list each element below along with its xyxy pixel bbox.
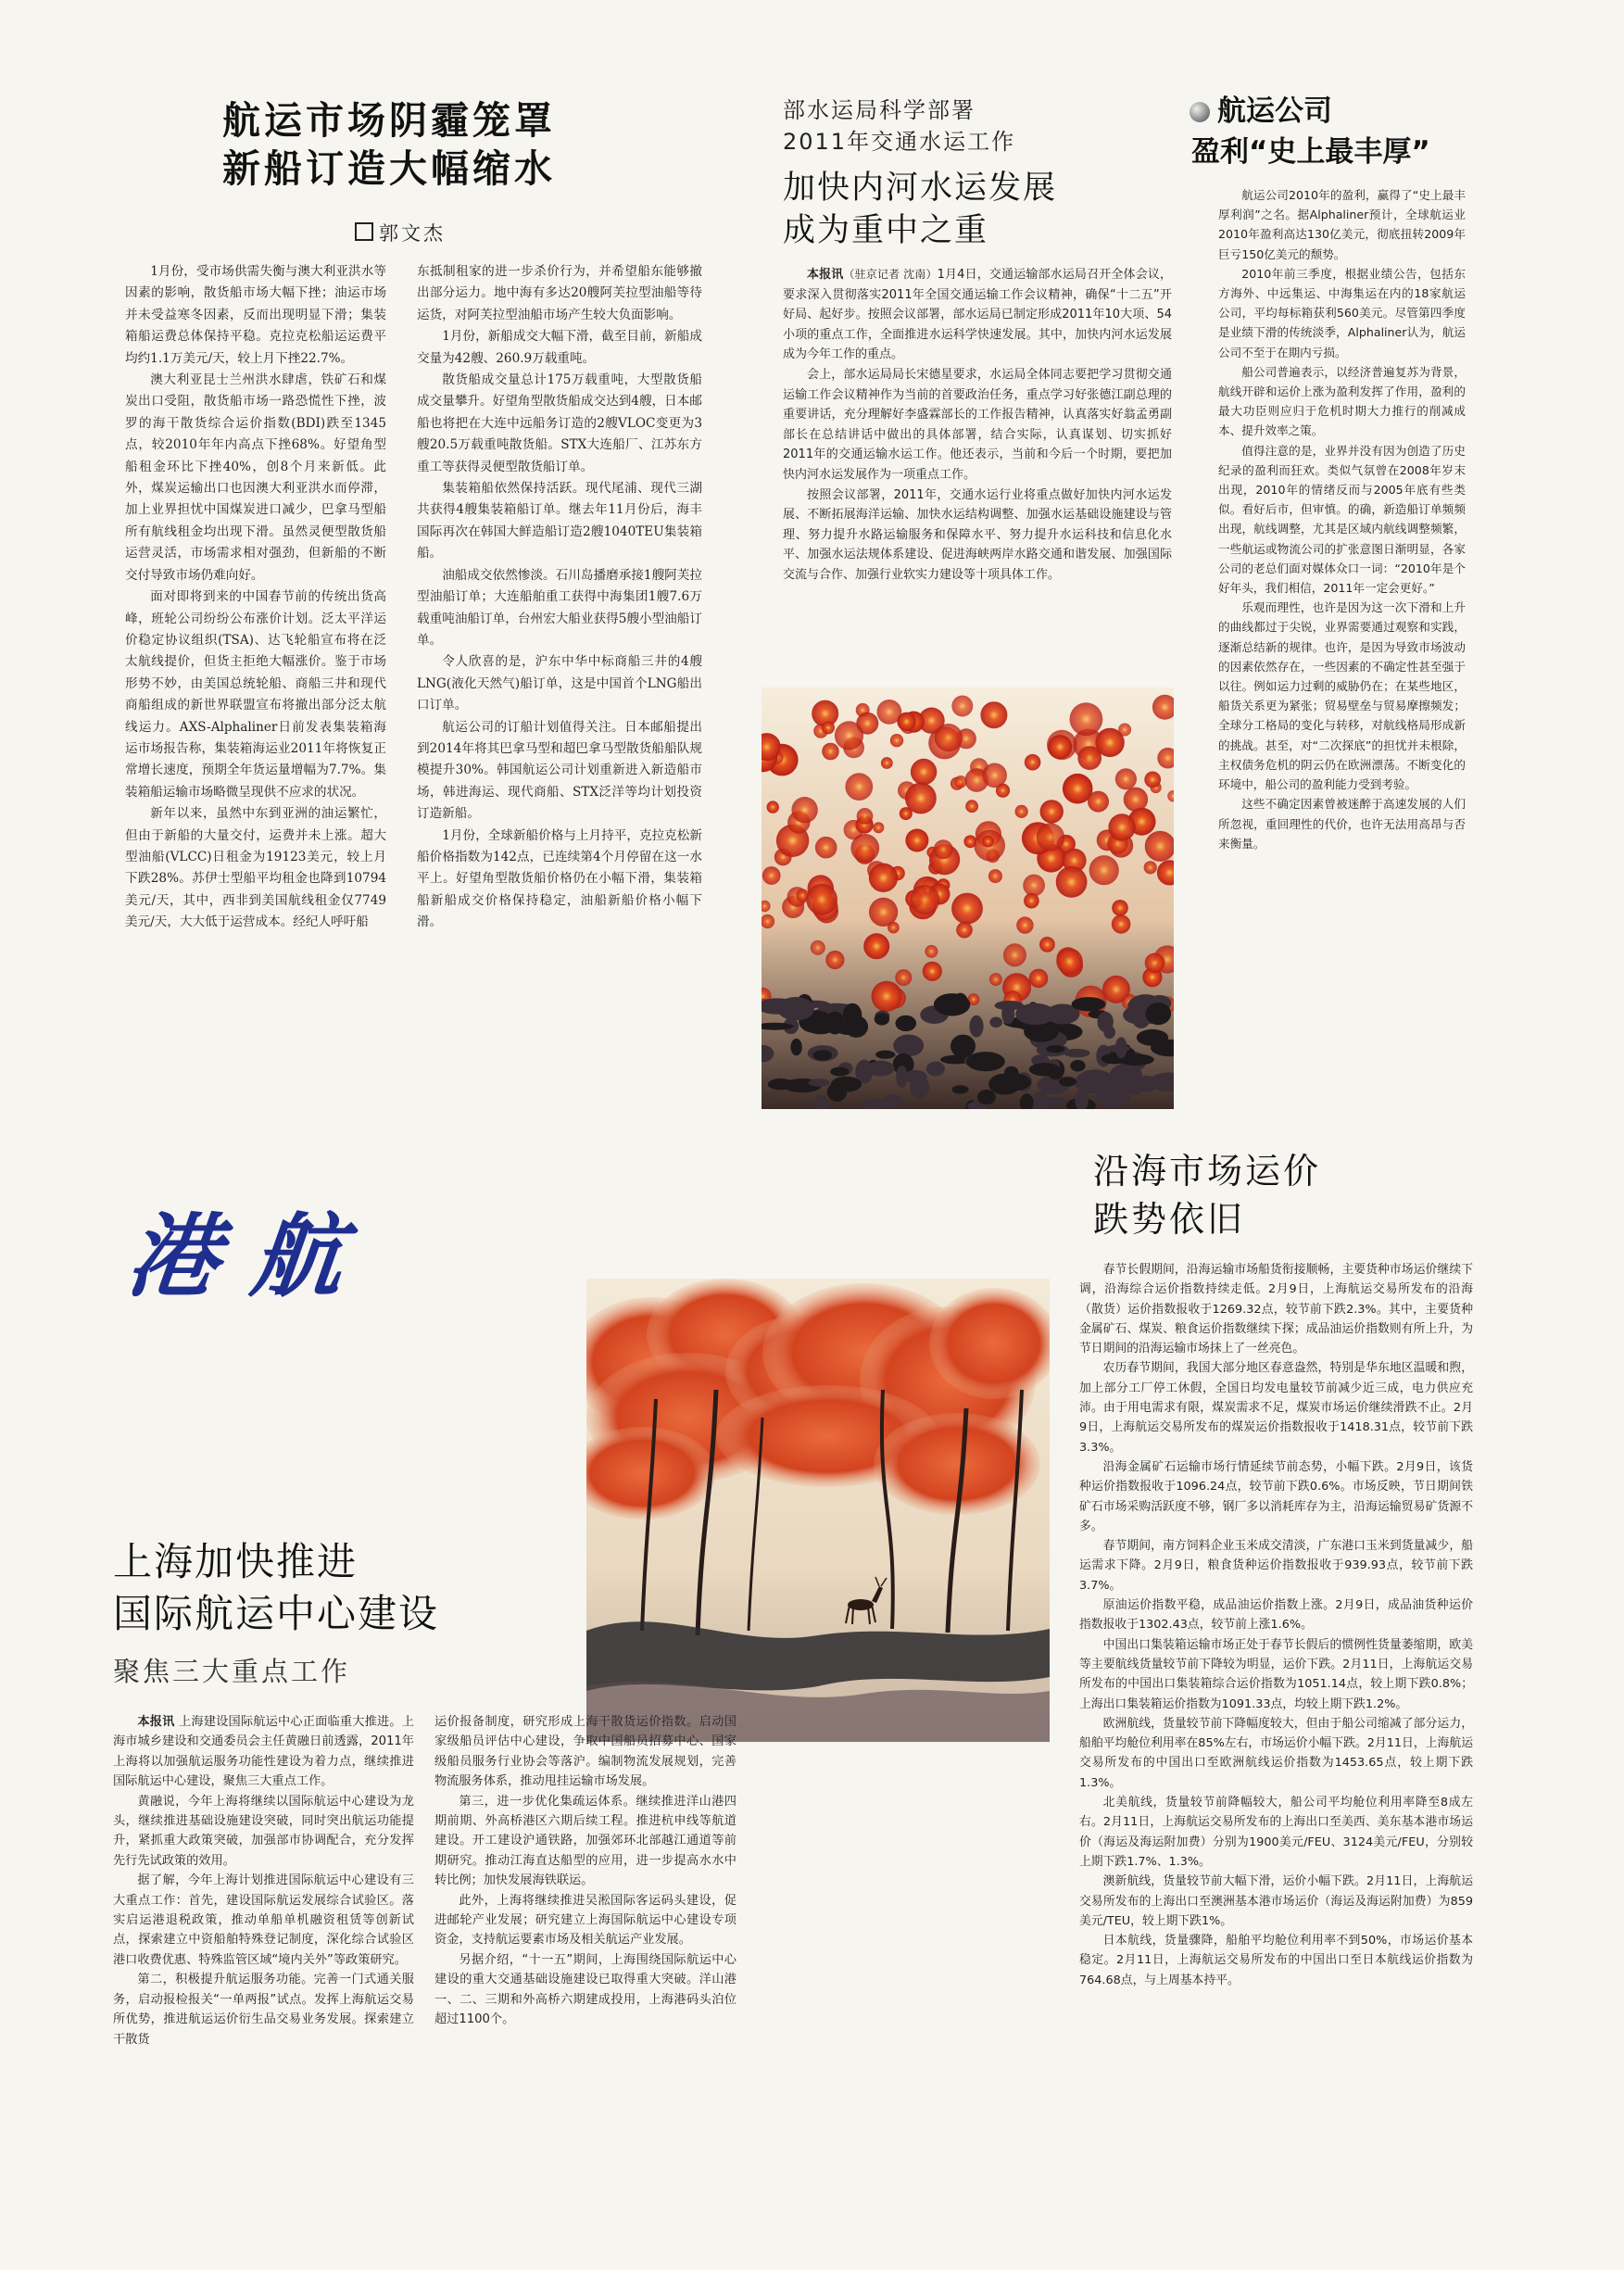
article2-lead: 本报讯 (807, 268, 844, 282)
paragraph: 运价报备制度，研究形成上海干散货运价指数。启动国家级船员评估中心建设，争取中国船员招募中心、国家级船员服务行业协会等落沪。编制物流发展规划，完善物流服务体系，推动甩挂运输市场发展。 (434, 1715, 736, 1789)
paragraph: 1月份，全球新船价格与上月持平，克拉克松新船价格指数为142点，已连续第4个月停留在这一水平上。好望角型散货船价格仍在小幅下滑，集装箱船新船成交价格保持稳定，油船新船价格小幅下滑。 (417, 827, 702, 930)
article2-body (783, 265, 1172, 586)
paragraph: 黄融说，今年上海将继续以国际航运中心建设为龙头，继续推进基础设施建设突破，同时突出航运功能提升，紧抓重大政策突破，加强部市协调配合，充分发挥先行先试政策的效用。 (113, 1794, 414, 1868)
paragraph: 2010年前三季度，根据业绩公告，包括东方海外、中远集运、中海集运在内的18家航运公司，平均每标箱获利560美元。尽管第四季度是业绩下滑的传统淡季，Alphaliner认为，航运公司不至于在期内亏损。 (1218, 266, 1466, 359)
article2-subheading-line1: 部水运局科学部署 (783, 97, 976, 123)
article1-title-line2: 新船订造大幅缩水 (222, 146, 556, 192)
paragraph: 1月份，受市场供需失衡与澳大利亚洪水等因素的影响，散货船市场大幅下挫；油运市场并未受益寒冬因素，反而出现明显下滑；集装箱船运费总体保持平稳。克拉克松船运运费平均约1.1万美元/天，较上月下挫22.7%。 (125, 264, 386, 366)
article5-title (1093, 1147, 1321, 1243)
paragraph (783, 265, 1172, 365)
article1-title-line1: 航运市场阴霾笼罩 (222, 98, 556, 143)
article2-title-line2: 成为重中之重 (783, 212, 989, 249)
section-label: 港航 (122, 1204, 383, 1310)
paragraph: 会上，部水运局局长宋德星要求，水运局全体同志要把学习贯彻交通运输工作会议精神作为当前的首要政治任务，重点学习好张德江副总理的重要讲话，充分理解好李盛霖部长的工作报告精神，认真落实好翁孟勇副部长在总结讲话中做出的具体部署，结合实际，认真谋划、切实抓好2011年的交通运输水运工作。他还表示，当前和今后一个时期，要把加快内河水运发展作为一项重点工作。 (783, 367, 1172, 482)
paragraph: 澳大利亚昆士兰州洪水肆虐，铁矿石和煤炭出口受阻，散货船市场一路恐慌性下挫，波罗的海干散货综合运价指数(BDI)跌至1345点，较2010年年内高点下挫68%。好望角型船租金环比下挫40%，创8个月来新低。此外，煤炭运输出口也因澳大利亚洪水而停滞，加上业界担忧中国煤炭进口减少，巴拿马型船所有航线租金均出现下滑。虽然灵便型散货船运营灵活，市场需求相对强劲，但新船的不断交付导致市场仍难向好。 (125, 372, 386, 583)
paragraph: 面对即将到来的中国春节前的传统出货高峰，班轮公司纷纷公布涨价计划。泛太平洋运价稳定协议组织(TSA)、达飞轮船宣布将在泛太航线提价，但货主拒绝大幅涨价。鉴于市场形势不妙，由美国总统轮船、商船三井和现代商船组成的新世界联盟宣布将撤出部分泛太航线运力。AXS-Alphaliner日前发表集装箱海运市场报告称，集装箱海运业2011年将恢复正常增长速度，预期全年货运量增幅为7.7%。集装箱船运输市场略微呈现供不应求的状况。 (125, 589, 386, 800)
paragraph: 第二，积极提升航运服务功能。完善一门式通关服务，启动报检报关“一单两报”试点。发挥上海航运交易所优势，推进航运运价衍生品交易业务发展。探索建立干散货 (113, 1973, 414, 2047)
paragraph: 集装箱船依然保持活跃。现代尾浦、现代三湖共获得4艘集装箱船订单。继去年11月份后，海丰国际再次在韩国大鲜造船订造2艘1040TEU集装箱船。 (417, 481, 702, 561)
article2-reporter: （驻京记者 沈南） (843, 268, 938, 281)
paragraph: 欧洲航线，货量较节前下降幅度较大，但由于船公司缩减了部分运力，船舶平均舱位利用率在85%左右，市场运价小幅下跌。2月11日，上海航运交易所发布的中国出口至欧洲航线运价指数为1453.65点，较上期下跌1.3%。 (1079, 1716, 1473, 1790)
article4-title-line1: 上海加快推进 (113, 1539, 359, 1584)
paragraph: 1月份，新船成交大幅下滑，截至目前，新船成交量为42艘、260.9万载重吨。 (417, 329, 702, 366)
article4-subtitle: 聚焦三大重点工作 (113, 1656, 351, 1687)
article4-column-2 (434, 1712, 736, 2030)
article5-title-line2: 跌势依旧 (1093, 1199, 1246, 1240)
article2-subheading (783, 95, 1015, 158)
article1-column-2 (417, 261, 702, 934)
article3-title-line2: 盈利“史上最丰厚” (1191, 135, 1430, 169)
article4-title (113, 1536, 439, 1640)
article3-body (1218, 185, 1466, 853)
bullet-icon (1190, 102, 1210, 122)
paragraph: 春节长假期间，沿海运输市场船货衔接顺畅，主要货种市场运价继续下调，沿海综合运价指数持续走低。2月9日，上海航运交易所发布的沿海（散货）运价指数报收于1269.32点，较节前下跌2.3%。其中，主要货种金属矿石、煤炭、粮食运价指数继续下探；成品油运价指数则有所上升，为节日期间的沿海运输市场抹上了一丝亮色。 (1079, 1263, 1473, 1356)
paragraph: 另据介绍，“十一五”期间，上海围绕国际航运中心建设的重大交通基础设施建设已取得重大突破。洋山港一、二、三期和外高桥六期建成投用，上海港码头泊位超过1100个。 (434, 1952, 736, 2027)
paragraph: 中国出口集装箱运输市场正处于春节长假后的惯例性货量萎缩期，欧美等主要航线货量较节前下降较为明显，运价下跌。2月11日，上海航运交易所发布的中国出口集装箱综合运价指数为1051.14点，较上期下跌0.8%；上海出口集装箱运价指数为1091.33点，均较上期下跌1.2%。 (1079, 1637, 1473, 1711)
paragraph: 值得注意的是，业界并没有因为创造了历史纪录的盈利而狂欢。类似气氛曾在2008年岁末出现，2010年的情绪反而与2005年底有些类似。看好后市，但审慎。的确，新造船订单频频出现，航线调整，尤其是区域内航线调整频繁，一些航运或物流公司的扩张意图日渐明显，各家公司的老总们面对媒体众口一词：“2010年是个好年头，我们相信，2011年一定会更好。” (1218, 443, 1466, 596)
paragraph: 船公司普遍表示，以经济普遍复苏为背景，航线开辟和运价上涨为盈利发挥了作用，盈利的最大功臣则应归于危机时期大力推行的削减成本、提升效率之策。 (1218, 364, 1466, 438)
article1-column-1 (125, 261, 386, 934)
flower-painting-image (762, 687, 1174, 1109)
article5-body (1079, 1260, 1473, 1990)
paragraph: 乐观而理性，也许是因为这一次下滑和上升的曲线都过于尖锐，业界需要通过观察和实践，逐渐总结新的规律。也许，是因为导致市场波动的因素依然存在，一些因素的不确定性甚至强于以往。例如运力过剩的威胁仍在；在某些地区，船货关系更为紧张；贸易壁垒与贸易摩擦频发；全球分工格局的变化与转移，对航线格局形成新的挑战。甚至，对“二次探底”的担忧并未根除，主权债务危机的阴云仍在欧洲漂荡。不断变化的环境中，船公司的盈利能力受到考验。 (1218, 600, 1466, 792)
paragraph: 油船成交依然惨淡。石川岛播磨承接1艘阿芙拉型油船订单；大连船舶重工获得中海集团1艘7.6万载重吨油船订单，台州宏大船业获得5艘小型油船订单。 (417, 567, 702, 648)
article1-title (222, 96, 611, 194)
flower-painting (762, 687, 1174, 1109)
paragraph-text: 1月4日，交通运输部水运局召开全体会议，要求深入贯彻落实2011年全国交通运输工作会议精神，确保“十二五”开好局、起好步。按照会议部署，部水运局已制定形成2011年10大项、54小项的重点工作，全面推进水运科学快速发展。其中，加快内河水运发展成为今年工作的重点。 (783, 268, 1172, 362)
paragraph: 此外，上海将继续推进吴淞国际客运码头建设，促进邮轮产业发展；研究建立上海国际航运中心建设专项资金，支持航运要素市场及相关航运产业发展。 (434, 1893, 736, 1948)
paragraph: 东抵制租家的进一步杀价行为，并希望船东能够撤出部分运力。地中海有多达20艘阿芙拉型油船等待运货，对阿芙拉型油船市场产生较大负面影响。 (417, 264, 702, 322)
paragraph: 北美航线，货量较节前降幅较大，船公司平均舱位利用率降至8成左右。2月11日，上海航运交易所发布的上海出口至美西、美东基本港市场运价（海运及海运附加费）分别为1900美元/FEU、3124美元/FEU，分别较上期下跌1.7%、1.3%。 (1079, 1796, 1473, 1869)
article1-author: 郭文杰 (379, 222, 446, 245)
paragraph: 航运公司2010年的盈利，赢得了“史上最丰厚利润”之名。据Alphaliner预计，全球航运业2010年盈利高达130亿美元，彻底扭转2009年巨亏150亿美元的颓势。 (1218, 188, 1466, 261)
article1-byline (355, 219, 446, 246)
trees-painting-image (586, 1279, 1050, 1742)
article4-title-line2: 国际航运中心建设 (113, 1591, 440, 1636)
paragraph: 令人欣喜的是，沪东中华中标商船三井的4艘LNG(液化天然气)船订单，这是中国首个LNG船出口订单。 (417, 654, 702, 713)
paragraph: 沿海金属矿石运输市场行情延续节前态势，小幅下跌。2月9日，该货种运价指数报收于1096.24点，较节前下跌0.6%。市场反映，节日期间铁矿石市场采购活跃度不够，钢厂多以消耗库存为主，沿海运输贸易矿货源不多。 (1079, 1459, 1473, 1533)
article5-title-line1: 沿海市场运价 (1093, 1151, 1322, 1192)
paragraph: 航运公司的订船计划值得关注。日本邮船提出到2014年将其巴拿马型和超巴拿马型散货船船队规模提升30%。韩国航运公司计划重新进入新造船市场，韩进海运、现代商船、STX泛洋等均计划投资订造新船。 (417, 719, 702, 822)
byline-box-icon (355, 222, 373, 241)
paragraph-text: 上海建设国际航运中心正面临重大推进。上海市城乡建设和交通委员会主任黄融日前透露，2011年上海将以加强航运服务功能性建设为着力点，继续推进国际航运中心建设，聚焦三大重点工作。 (113, 1715, 415, 1789)
paragraph: 澳新航线，货量较节前大幅下滑，运价小幅下跌。2月11日，上海航运交易所发布的上海出口至澳洲基本港市场运价（海运及海运附加费）为859美元/TEU，较上期下跌1%。 (1079, 1874, 1473, 1928)
paragraph: 第三，进一步优化集疏运体系。继续推进洋山港四期前期、外高桥港区六期后续工程。推进杭申线等航道建设。开工建设沪通铁路，加强郊环北部越江通道等前期研究。推动江海直达船型的应用，进一步提高水水中转比例；加快发展海铁联运。 (434, 1794, 736, 1888)
article2-title-line1: 加快内河水运发展 (783, 170, 1058, 207)
paragraph: 这些不确定因素曾被迷醉于高速发展的人们所忽视，重回理性的代价，也许无法用高昂与否来衡量。 (1218, 797, 1466, 851)
paragraph: 原油运价指数平稳，成品油运价指数上涨。2月9日，成品油货种运价指数报收于1302.43点，较节前上涨1.6%。 (1079, 1598, 1473, 1633)
trees-painting (586, 1279, 1050, 1742)
article4-column-1 (113, 1712, 414, 2049)
paragraph: 春节期间，南方饲料企业玉米成交清淡，广东港口玉米到货量减少，船运需求下降。2月9日，粮食货种运价指数报收于939.93点，较节前下跌3.7%。 (1079, 1539, 1473, 1593)
paragraph: 据了解，今年上海计划推进国际航运中心建设有三大重点工作：首先，建设国际航运发展综合试验区。落实启运港退税政策，推动单船单机融资租赁等创新试点，探索建立中资船舶特殊登记制度，深化综合试验区港口收费优惠、特殊监管区域“境内关外”等政策研究。 (113, 1873, 414, 1967)
article2-title (783, 167, 1057, 252)
article2-subheading-line2: 2011年交通水运工作 (783, 129, 1016, 155)
paragraph: 日本航线，货量骤降，船舶平均舱位利用率不到50%，市场运价基本稳定。2月11日，上海航运交易所发布的中国出口至日本航线运价指数为764.68点，与上周基本持平。 (1079, 1934, 1473, 1987)
article4-lead: 本报讯 (137, 1715, 175, 1729)
article3-title (1190, 91, 1430, 172)
paragraph: 散货船成交量总计175万载重吨，大型散货船成交量攀升。好望角型散货船成交达到4艘，日本邮船也将把在大连中远船务订造的2艘VLOC变更为3艘20.5万载重吨散货船。STX大连船厂、江苏东方重工等获得灵便型散货船订单。 (417, 372, 702, 474)
paragraph: 按照会议部署，2011年，交通水运行业将重点做好加快内河水运发展、不断拓展海洋运输、加快水运结构调整、加强水运基础设施建设与管理、努力提升水路运输服务和保障水平、努力提升水运科技和信息化水平、加强水运法规体系建设、促进海峡两岸水路交通和谐发展、加强国际交流与合作、加强行业软实力建设等十项具体工作。 (783, 487, 1172, 582)
paragraph: 新年以来，虽然中东到亚洲的油运繁忙，但由于新船的大量交付，运费并未上涨。超大型油船(VLCC)日租金为19123美元，较上月下跌28%。苏伊士型船平均租金也降到10794美元/天，其中，西非到美国航线租金仅7749美元/天，大大低于运营成本。经纪人呼吁船 (125, 806, 386, 930)
paragraph (113, 1712, 414, 1792)
paragraph: 农历春节期间，我国大部分地区春意盎然，特别是华东地区温暖和煦，加上部分工厂停工休假，全国日均发电量较节前减少近三成，电力供应充沛。由于用电需求有限，煤炭需求不足，煤炭市场运价继续滑跌不止。2月9日，上海航运交易所发布的煤炭运价指数报收于1418.31点，较节前下跌3.3%。 (1079, 1361, 1473, 1455)
article3-title-line1: 航运公司 (1217, 95, 1332, 128)
